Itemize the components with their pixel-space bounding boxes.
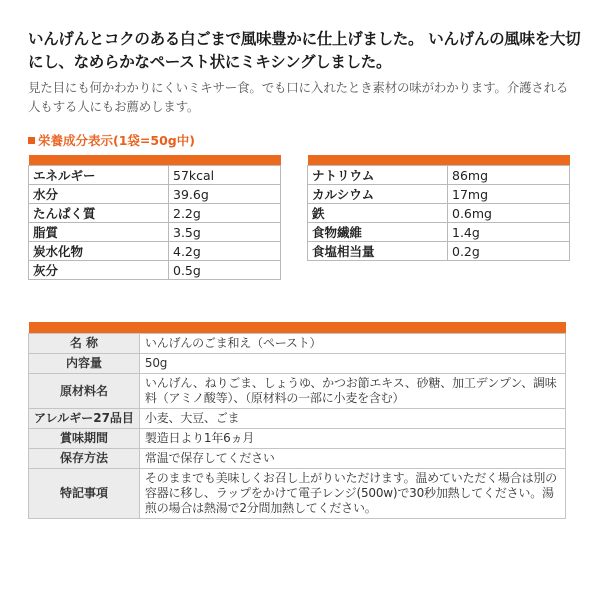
info-value: 常温で保存してください [139,449,565,469]
nutrient-label: カルシウム [308,185,448,204]
nutrient-value: 2.2g [169,204,281,223]
nutrient-value: 3.5g [169,223,281,242]
nutrient-label: 炭水化物 [29,242,169,261]
nutrient-label: 食物繊維 [308,223,448,242]
table-row [308,223,570,242]
info-value: 50g [139,354,565,374]
info-value: いんげんのごま和え（ペースト） [139,334,565,354]
nutrient-value: 0.6mg [448,204,570,223]
table-row [308,204,570,223]
table-row [29,261,281,280]
table-row [29,242,281,261]
nutrition-title [28,131,195,149]
info-label: 保存方法 [29,449,140,469]
info-label: 内容量 [29,354,140,374]
table-row [29,429,566,449]
table-row [29,409,566,429]
table-row [29,166,281,185]
info-label: 名 称 [29,334,140,354]
nutrient-label: たんぱく質 [29,204,169,223]
nutrient-label: 脂質 [29,223,169,242]
table-header-bar [29,322,566,334]
nutrition-title-text: 栄養成分表示(1袋=50g中) [38,133,195,148]
nutrient-value: 0.5g [169,261,281,280]
info-label: アレルギー27品目 [29,409,140,429]
table-row [29,354,566,374]
table-header-bar [308,155,570,166]
nutrient-label: 鉄 [308,204,448,223]
product-info-table [28,322,566,519]
nutrient-label: ナトリウム [308,166,448,185]
info-value: 製造日より1年6ヵ月 [139,429,565,449]
table-row [308,242,570,261]
table-row [29,223,281,242]
info-label: 賞味期間 [29,429,140,449]
nutrient-value: 1.4g [448,223,570,242]
nutrient-value: 57kcal [169,166,281,185]
nutrient-value: 86mg [448,166,570,185]
nutrition-table-right [307,155,570,261]
table-row [29,449,566,469]
table-row [29,334,566,354]
info-label: 特記事項 [29,469,140,519]
nutrient-label: 食塩相当量 [308,242,448,261]
nutrient-value: 17mg [448,185,570,204]
nutrition-table-left [28,155,281,280]
table-row [29,204,281,223]
product-headline: いんげんとコクのある白ごまで風味豊かに仕上げました。 いんげんの風味を大切にし、なめらかなペースト状にミキシングしました。 [28,30,581,71]
table-row [29,469,566,519]
info-value: そのままでも美味しくお召し上がりいただけます。温めていただく場合は別の容器に移し、ラップをかけて電子レンジ(500w)で30秒加熱してください。湯煎の場合は熱湯で2分間加熱してください。 [139,469,565,519]
nutrient-value: 39.6g [169,185,281,204]
nutrient-label: エネルギー [29,166,169,185]
product-description: 見た目にも何かわかりにくいミキサー食。でも口に入れたとき素材の味がわかります。介護される人もする人にもお薦めします。 [28,80,569,114]
info-label: 原材料名 [29,374,140,409]
table-row [29,185,281,204]
table-header-bar [29,155,281,166]
nutrient-value: 4.2g [169,242,281,261]
nutrient-value: 0.2g [448,242,570,261]
table-row [308,166,570,185]
table-row [29,374,566,409]
info-value: いんげん、ねりごま、しょうゆ、かつお節エキス、砂糖、加工デンプン、調味料（アミノ酸等）、（原材料の一部に小麦を含む） [139,374,565,409]
nutrient-label: 灰分 [29,261,169,280]
square-bullet-icon [28,137,35,144]
table-row [308,185,570,204]
nutrient-label: 水分 [29,185,169,204]
info-value: 小麦、大豆、ごま [139,409,565,429]
